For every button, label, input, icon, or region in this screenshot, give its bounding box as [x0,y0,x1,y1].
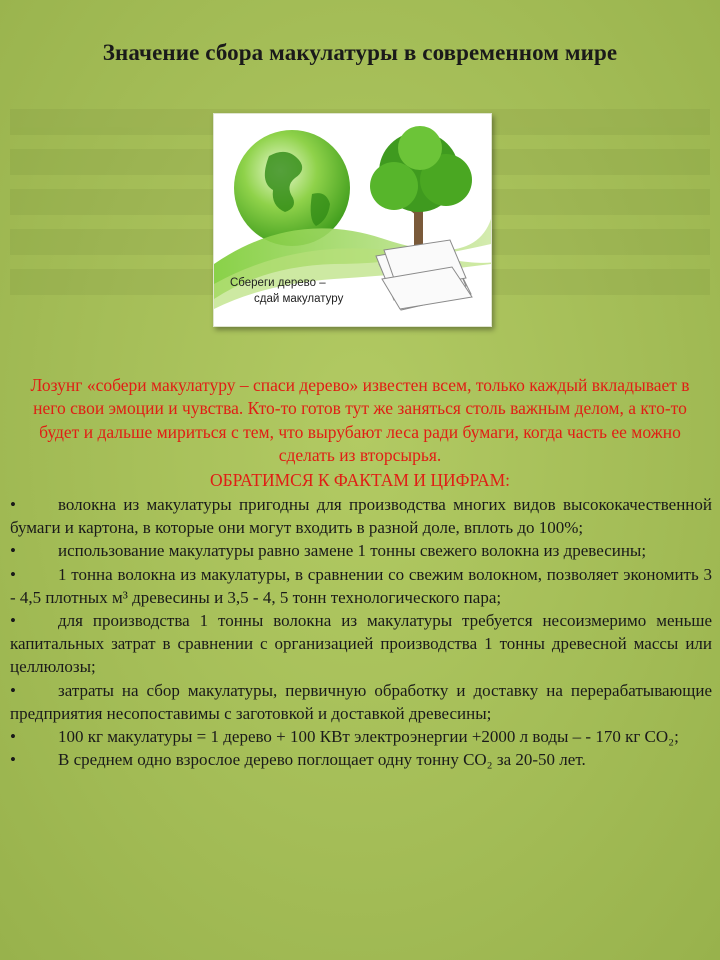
facts-list [10,493,712,771]
list-item: • 1 тонна волокна из макулатуры, в сравнении со свежим волокном, позволяет экономить 3 - 4,5 плотных м³ древесины и 3,5 - 4, 5 тонн технологического пара; [10,564,712,607]
globe-icon [234,130,350,246]
bullet-icon: • [10,564,16,584]
list-item: • волокна из макулатуры пригодны для производства многих видов высококачественной бумаги и картона, в которые они могут входить в разной доле, вплоть до 100%; [10,495,712,538]
list-item: • В среднем одно взрослое дерево поглощает одну тонну CO₂ за 20-50 лет. [10,748,712,771]
slogan-paragraph: Лозунг «собери макулатуру – спаси дерево» известен всем, только каждый вкладывает в него свои эмоции и чувства. Кто-то готов тут же заняться столь важным делом, а кто-то будет и дальше мириться с тем, что вырубают леса ради бумаги, когда часть ее можно сделать из вторсырья. [30,375,690,465]
list-item: • для производства 1 тонны волокна из макулатуры требуется несоизмеримо меньше капитальных затрат в сравнении с организацией производства 1 тонны древесной массы или целлюлозы; [10,611,712,677]
bullet-icon: • [10,727,16,747]
bullet-icon: • [10,611,16,631]
tree-icon [370,126,472,250]
list-item: • 100 кг макулатуры = 1 дерево + 100 КВт электроэнергии +2000 л воды – - 170 кг CO₂; [10,725,712,748]
list-item: • использование макулатуры равно замене 1 тонны свежего волокна из древесины; [10,539,712,562]
poster-caption-line1: Сбереги дерево – [230,277,326,289]
bullet-icon: • [10,495,16,514]
facts-heading: ОБРАТИМСЯ К ФАКТАМ И ЦИФРАМ: [209,470,511,490]
list-item: • затраты на сбор макулатуры, первичную обработку и доставку на перерабатывающие предприятия несопоставимы с заготовкой и доставкой древесины; [10,680,712,723]
bullet-icon: • [10,541,16,561]
page-title: Значение сбора макулатуры в современном мире [102,40,618,65]
bullet-icon: • [10,750,16,770]
recycling-poster [213,113,492,327]
poster-caption-line2: сдай макулатуру [254,293,344,305]
bullet-icon: • [10,680,16,700]
